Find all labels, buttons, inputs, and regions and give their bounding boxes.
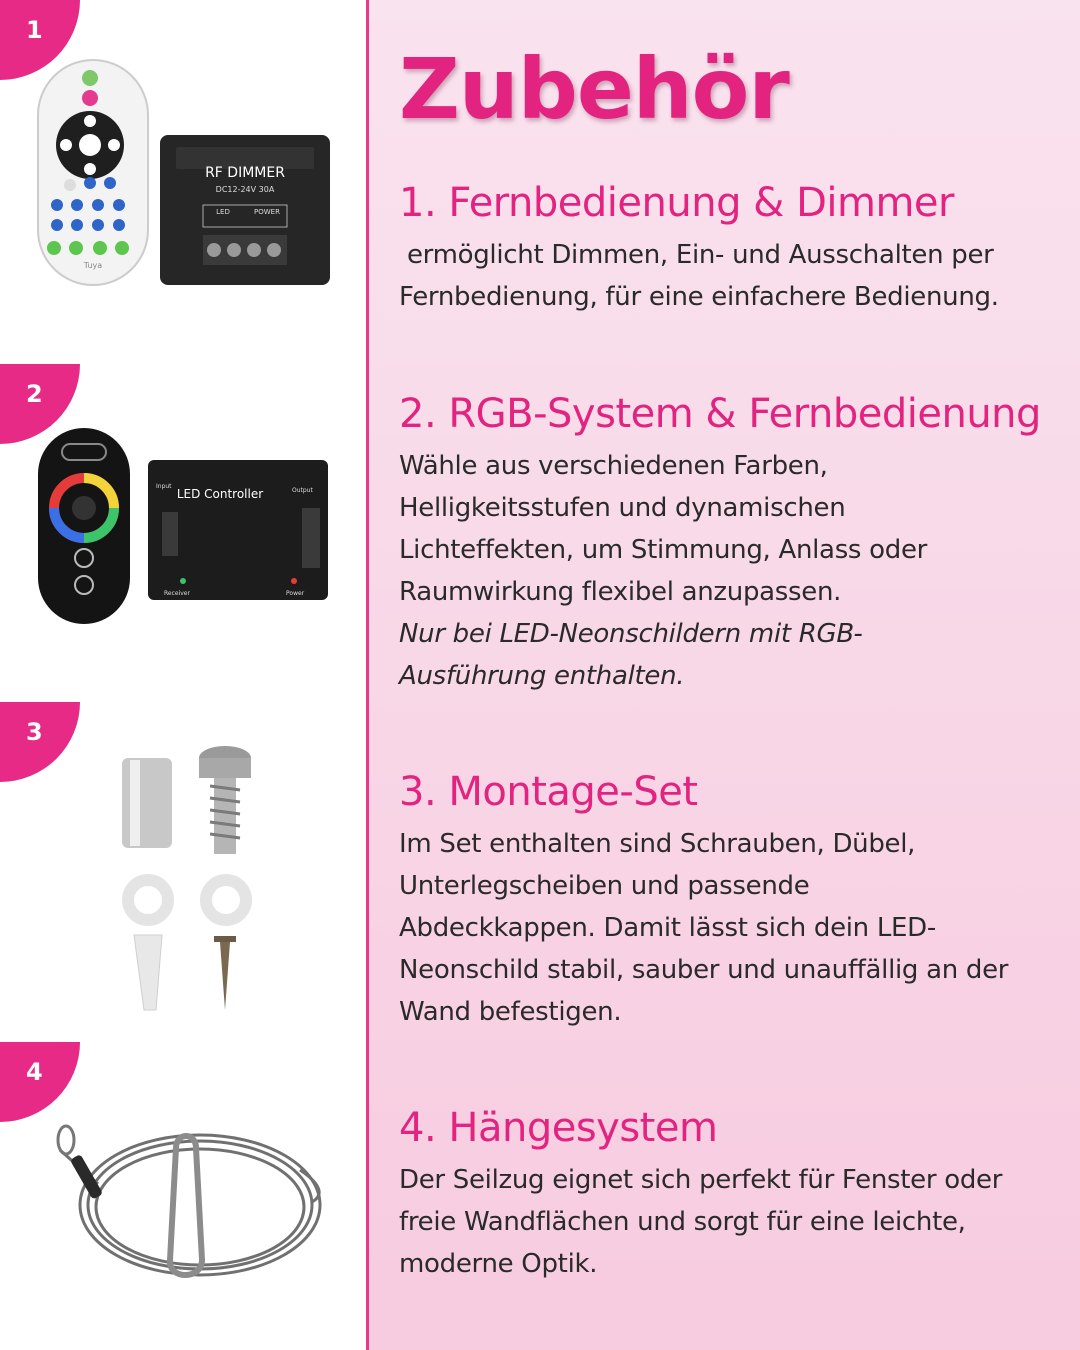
rf-dimmer-box-icon xyxy=(160,135,330,285)
screw-icon xyxy=(199,746,251,854)
accessory-section-3 xyxy=(399,769,1059,1033)
controller-power-label: Power xyxy=(286,590,305,597)
section-description: Der Seilzug eignet sich perfekt für Fenster oder freie Wandflächen und sorgt für eine leichte, moderne Optik. xyxy=(399,1165,1003,1279)
rf-dimmer-led-label: LED xyxy=(216,208,230,216)
wood-screw-icon xyxy=(214,936,236,1010)
wall-plug-icon xyxy=(134,935,162,1010)
section-heading: 1. Fernbedienung & Dimmer xyxy=(399,180,954,226)
section-description: Wähle aus verschiedenen Farben, Helligkeitsstufen und dynamischen Lichteffekten, um Stimmung, Anlass oder Raumwirkung flexibel anzupassen. xyxy=(399,451,928,607)
mounting-set-image xyxy=(110,740,270,1020)
item-number-badge-4: 4 xyxy=(0,1042,80,1122)
steel-cable-icon xyxy=(60,1135,320,1275)
item-number-badge-3: 3 xyxy=(0,702,80,782)
accessory-section-1 xyxy=(399,180,1059,318)
section-description: ermöglicht Dimmen, Ein- und Ausschalten per Fernbedienung, für eine einfachere Bedienung. xyxy=(399,240,1002,312)
page-title: Zubehör xyxy=(399,40,789,138)
accessory-section-2 xyxy=(399,391,1059,697)
rf-dimmer-power-label: POWER xyxy=(254,208,280,216)
controller-output-label: Output xyxy=(292,487,313,494)
section-description: Im Set enthalten sind Schrauben, Dübel, Unterlegscheiben und passende Abdeckkappen. Damit lässt sich dein LED-Neonschild stabil, sauber und unauffällig an der Wand befestigen. xyxy=(399,829,1009,1027)
controller-receiver-label: Receiver xyxy=(164,590,190,597)
rf-dimmer-spec: DC12-24V 30A xyxy=(215,185,275,194)
remote-and-dimmer-image xyxy=(30,55,340,330)
cover-cap-icon xyxy=(206,880,246,920)
hanging-cable-image xyxy=(50,1110,330,1290)
washer-icon xyxy=(128,880,168,920)
cable-gripper-icon xyxy=(58,1126,103,1200)
controller-input-label: Input xyxy=(156,483,172,490)
led-controller-box-icon xyxy=(148,460,328,600)
accessory-section-4 xyxy=(399,1105,1059,1285)
item-number-badge-1: 1 xyxy=(0,0,80,80)
rgb-touch-remote-icon xyxy=(38,428,130,624)
carabiner-icon xyxy=(170,1136,202,1275)
dimmer-remote-icon xyxy=(38,60,148,285)
rgb-availability-note: Nur bei LED-Neonschildern mit RGB-Ausführung enthalten. xyxy=(399,619,863,691)
section-heading: 2. RGB-System & Fernbedienung xyxy=(399,391,1041,437)
spacer-sleeve-icon xyxy=(122,758,172,848)
remote-brand-label: Tuya xyxy=(83,261,103,270)
rf-dimmer-name: RF DIMMER xyxy=(205,165,285,181)
item-number-badge-2: 2 xyxy=(0,364,80,444)
rgb-remote-and-controller-image xyxy=(30,420,340,645)
section-heading: 4. Hängesystem xyxy=(399,1105,718,1151)
product-image-column xyxy=(0,0,366,1350)
section-heading: 3. Montage-Set xyxy=(399,769,698,815)
controller-name: LED Controller xyxy=(176,487,264,501)
